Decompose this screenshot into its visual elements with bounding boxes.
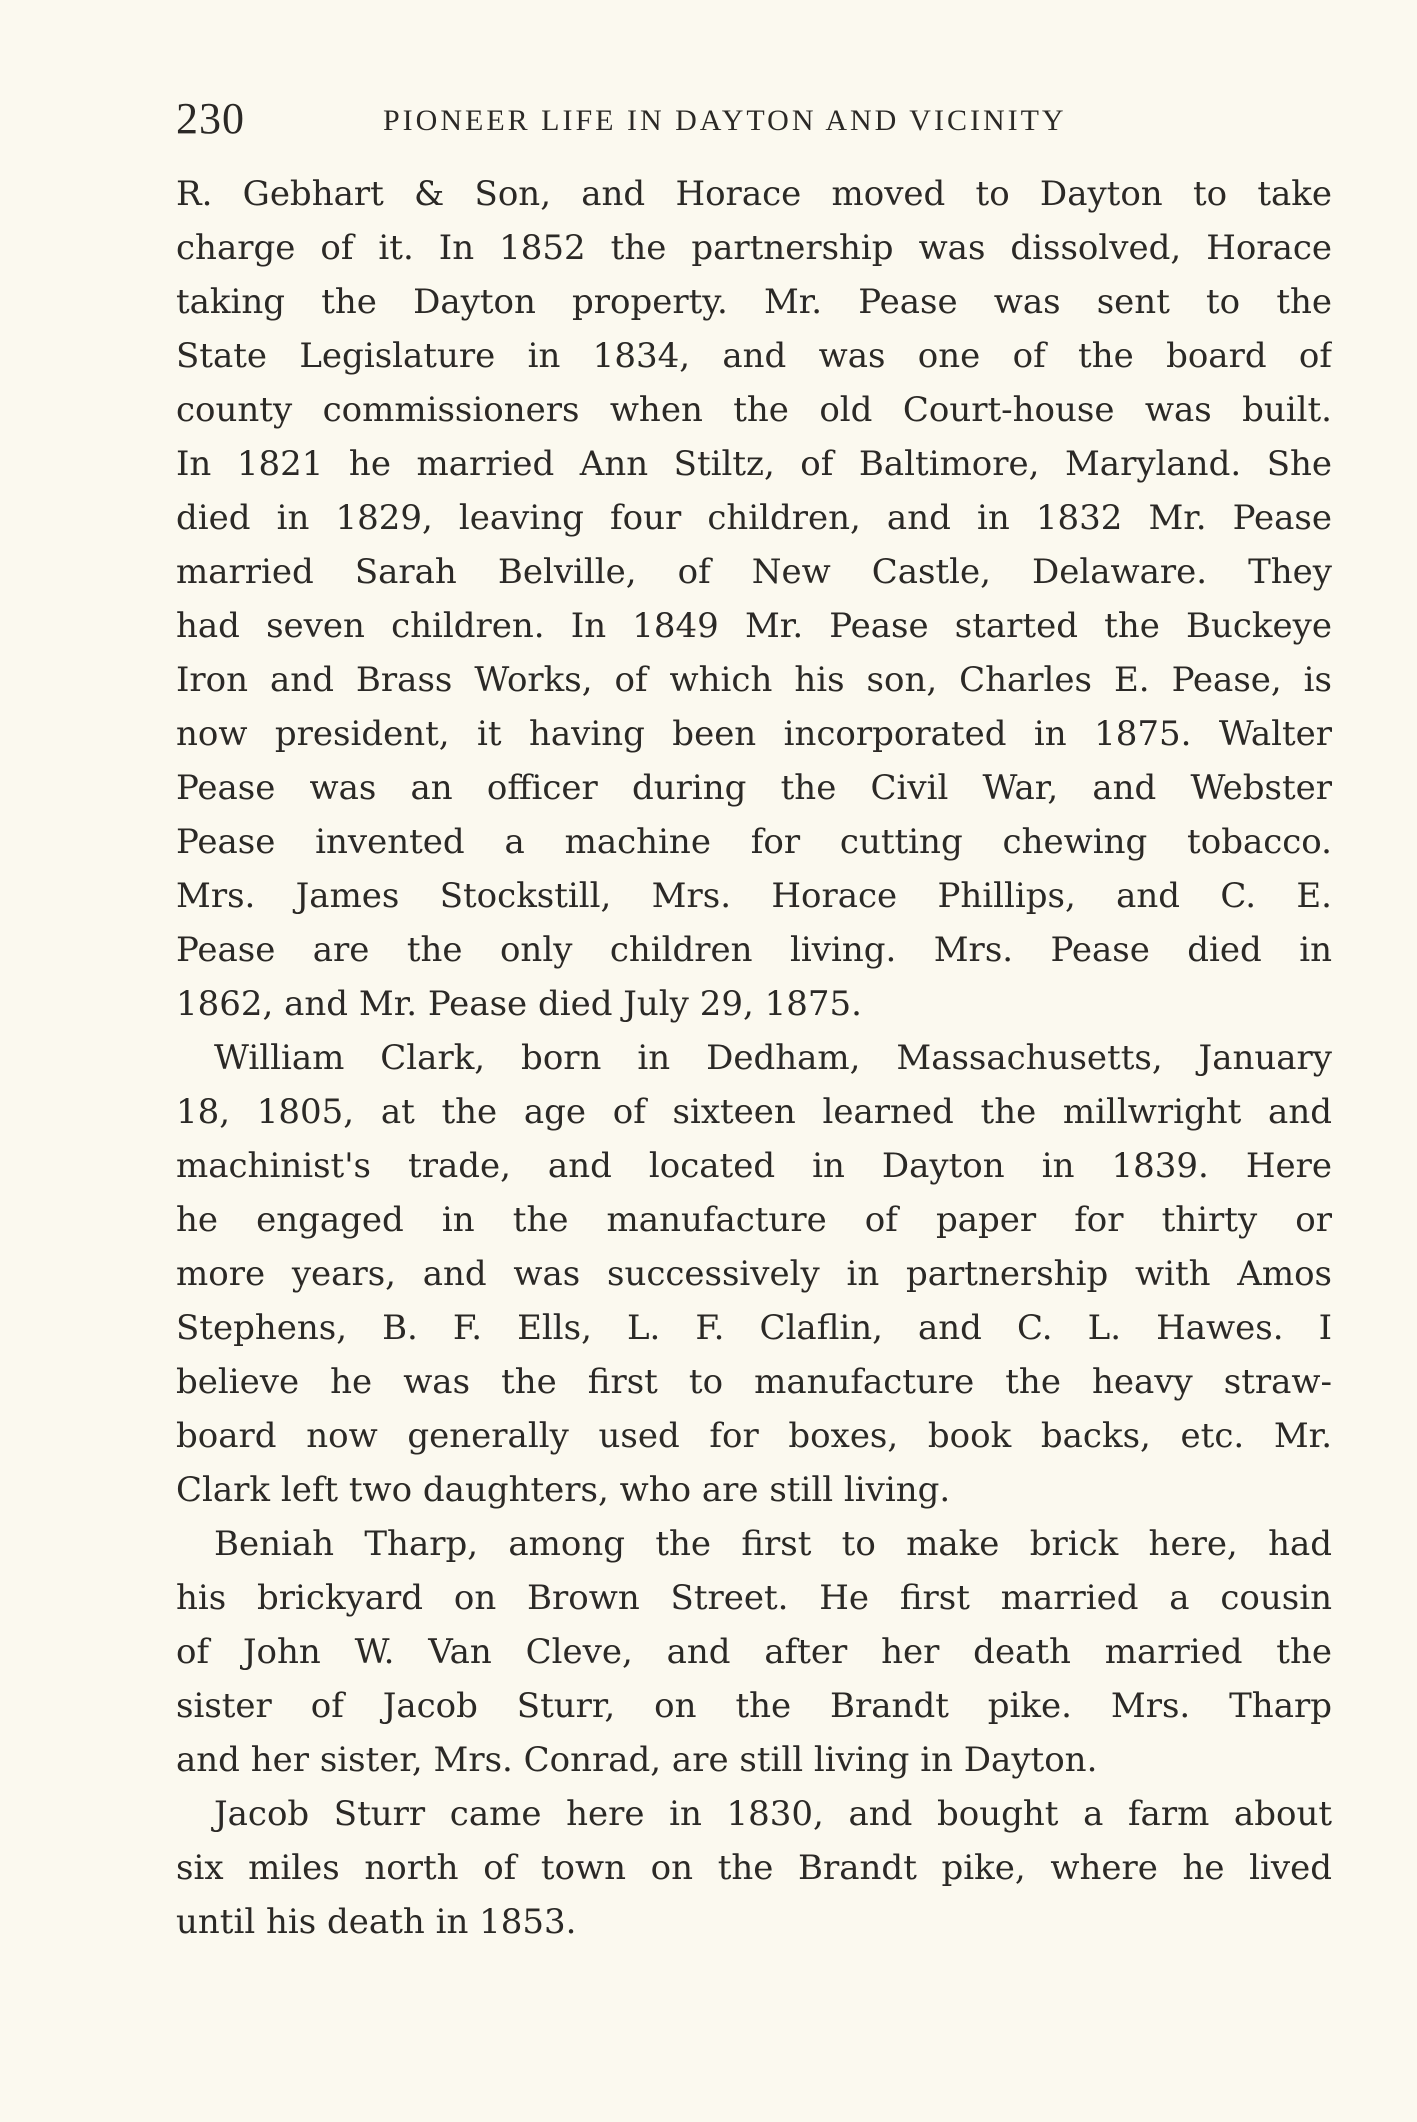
paragraph-pease [176,167,1332,1031]
text-line: board now generally used for boxes, book backs, etc. Mr. [176,1416,1332,1456]
body-text [176,167,1332,1949]
running-head [176,95,1354,143]
text-line: 18, 1805, at the age of sixteen learned the millwright and [176,1092,1332,1132]
text-line: machinist's trade, and located in Dayton in 1839. Here [176,1146,1332,1186]
text-line: now president, it having been incorporated in 1875. Walter [176,714,1332,754]
page-number: 230 [176,94,245,143]
text-line: more years, and was successively in partnership with Amos [176,1254,1332,1294]
text-line: married Sarah Belville, of New Castle, Delaware. They [176,552,1332,592]
text-line: Mrs. James Stockstill, Mrs. Horace Phillips, and C. E. [176,876,1332,916]
text-line: Pease are the only children living. Mrs. Pease died in [176,930,1332,970]
text-line: charge of it. In 1852 the partnership was dissolved, Horace [176,228,1332,268]
text-line: State Legislature in 1834, and was one of the board of [176,336,1332,376]
text-line: and her sister, Mrs. Conrad, are still living in Dayton. [176,1740,1098,1780]
text-line: Jacob Sturr came here in 1830, and bought a farm about [214,1794,1332,1834]
text-line: county commissioners when the old Court-house was built. [176,390,1332,430]
text-line: died in 1829, leaving four children, and in 1832 Mr. Pease [176,498,1332,538]
paragraph-tharp [176,1517,1332,1787]
text-line: Beniah Tharp, among the first to make brick here, had [214,1524,1332,1564]
text-line: In 1821 he married Ann Stiltz, of Baltimore, Maryland. She [176,444,1332,484]
text-line: R. Gebhart & Son, and Horace moved to Dayton to take [176,174,1332,214]
text-line: until his death in 1853. [176,1902,577,1942]
text-line: 1862, and Mr. Pease died July 29, 1875. [176,984,862,1024]
text-line: Iron and Brass Works, of which his son, Charles E. Pease, is [176,660,1332,700]
text-line: believe he was the first to manufacture the heavy straw- [176,1362,1332,1402]
paragraph-clark [176,1031,1332,1517]
text-line: Stephens, B. F. Ells, L. F. Claflin, and C. L. Hawes. I [176,1308,1332,1348]
text-line: of John W. Van Cleve, and after her death married the [176,1632,1332,1672]
text-line: William Clark, born in Dedham, Massachusetts, January [214,1038,1332,1078]
text-line: Pease invented a machine for cutting chewing tobacco. [176,822,1332,862]
text-line: he engaged in the manufacture of paper for thirty or [176,1200,1332,1240]
running-title: PIONEER LIFE IN DAYTON AND VICINITY [383,104,1067,137]
text-line: had seven children. In 1849 Mr. Pease started the Buckeye [176,606,1332,646]
paragraph-sturr [176,1787,1332,1949]
text-line: sister of Jacob Sturr, on the Brandt pike. Mrs. Tharp [176,1686,1332,1726]
text-line: his brickyard on Brown Street. He first married a cousin [176,1578,1332,1618]
text-line: taking the Dayton property. Mr. Pease was sent to the [176,282,1332,322]
text-line: six miles north of town on the Brandt pike, where he lived [176,1848,1332,1888]
text-line: Clark left two daughters, who are still living. [176,1470,951,1510]
text-line: Pease was an officer during the Civil War, and Webster [176,768,1332,808]
